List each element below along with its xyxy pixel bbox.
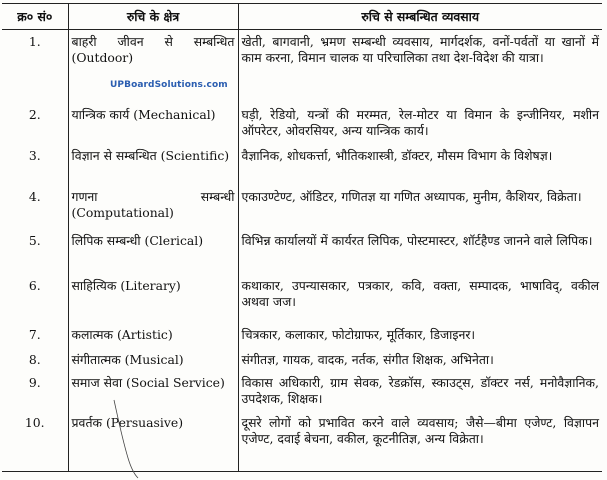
row-interest-area: कलात्मक (Artistic) — [68, 322, 238, 350]
pen-stroke-mark — [108, 398, 148, 480]
table-row — [2, 373, 602, 413]
row-occupations: कथाकार, उपन्यासकार, पत्रकार, कवि, वक्ता, सम्पादक, भाषाविद्, वकील अथवा जज। — [238, 271, 602, 322]
row-interest-area: विज्ञान से सम्बन्धित (Scientific) — [68, 145, 238, 185]
row-occupations: एकाउण्टेण्ट, ऑडिटर, गणितज्ञ या गणित अध्यापक, मुनीम, कैशियर, विक्रेता। — [238, 185, 602, 231]
table-row — [2, 413, 602, 472]
table-row — [2, 271, 602, 322]
table-row — [2, 185, 602, 231]
header-interest-area: रुचि के क्षेत्र — [68, 4, 238, 30]
row-interest-area: गणना सम्बन्धी (Computational) — [68, 185, 238, 231]
table-header-row — [2, 4, 602, 30]
row-interest-area: लिपिक सम्बन्धी (Clerical) — [68, 231, 238, 271]
row-interest-area: यान्त्रिक कार्य (Mechanical) — [68, 104, 238, 145]
row-serial-number: 1. — [28, 34, 41, 49]
row-serial-number: 10. — [2, 413, 68, 472]
row-interest-area: प्रवर्तक (Persuasive) — [68, 413, 238, 472]
row-serial-number: 3. — [28, 148, 41, 163]
row-serial-number: 8. — [28, 352, 41, 367]
row-interest-area: साहित्यिक (Literary) — [68, 271, 238, 322]
row-occupations: खेती, बागवानी, भ्रमण सम्बन्धी व्यवसाय, मार्गदर्शक, वनों-पर्वतों या खानों में काम करना, विमान चालक या परिचालिका तथा देश-विदेश की यात्रा। — [238, 30, 602, 105]
row-occupations: घड़ी, रेडियो, यन्त्रों की मरम्मत, रेल-मोटर या विमान के इन्जीनियर, मशीन ऑपरेटर, ओवरसियर, अन्य यान्त्रिक कार्य। — [238, 104, 602, 145]
table-row — [2, 322, 602, 350]
table-row — [2, 231, 602, 271]
table-row — [2, 145, 602, 185]
row-occupations: दूसरे लोगों को प्रभावित करने वाले व्यवसाय; जैसे—बीमा एजेण्ट, विज्ञापन एजेण्ट, दवाई बेचना, वकील, कूटनीतिज्ञ, अन्य विक्रेता। — [238, 413, 602, 472]
row-occupations: चित्रकार, कलाकार, फोटोग्राफर, मूर्तिकार, डिजाइनर। — [238, 322, 602, 350]
table-row — [2, 104, 602, 145]
row-serial-number: 7. — [28, 327, 41, 342]
interest-occupation-table — [2, 3, 602, 472]
row-occupations: संगीतज्ञ, गायक, वादक, नर्तक, संगीत शिक्षक, अभिनेता। — [238, 350, 602, 373]
row-occupations: वैज्ञानिक, शोधकर्त्ता, भौतिकशास्त्री, डॉक्टर, मौसम विभाग के विशेषज्ञ। — [238, 145, 602, 185]
table-row — [2, 350, 602, 373]
table-row — [2, 30, 602, 105]
header-occupations: रुचि से सम्बन्धित व्यवसाय — [238, 4, 602, 30]
row-serial-number: 4. — [28, 189, 41, 204]
row-interest-area: समाज सेवा (Social Service) — [68, 373, 238, 413]
row-serial-number: 9. — [28, 375, 41, 390]
row-serial-number: 6. — [28, 278, 41, 293]
row-interest-area: संगीतात्मक (Musical) — [68, 350, 238, 373]
row-serial-number: 5. — [28, 233, 41, 248]
header-serial-number: क्र० सं० — [2, 4, 68, 30]
row-interest-area: बाहरी जीवन से सम्बन्धित (Outdoor) — [68, 30, 238, 105]
row-occupations: विकास अधिकारी, ग्राम सेवक, रेडक्रॉस, स्काउट्स, डॉक्टर नर्स, मनोवैज्ञानिक, उपदेशक, शिक्षक। — [238, 373, 602, 413]
row-serial-number: 2. — [28, 107, 41, 122]
row-occupations: विभिन्न कार्यालयों में कार्यरत लिपिक, पोस्टमास्टर, शॉर्टहैण्ड जानने वाले लिपिक। — [238, 231, 602, 271]
watermark-label: UPBoardSolutions.com — [110, 80, 228, 90]
